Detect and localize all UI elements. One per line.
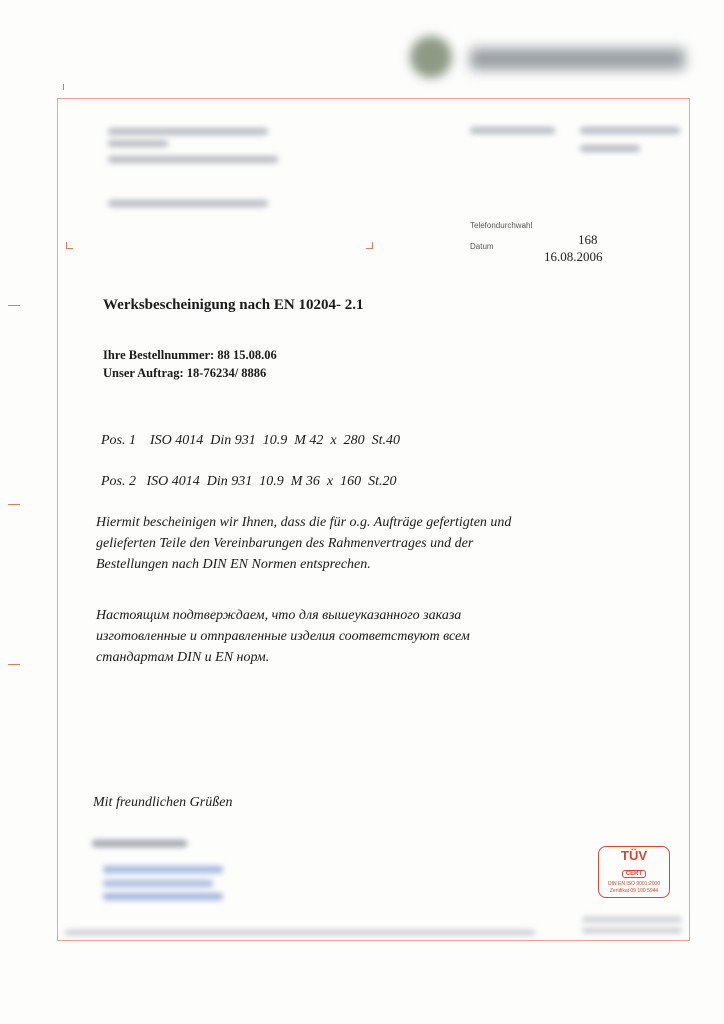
- fold-mark: [8, 504, 20, 505]
- tuv-standard: DIN EN ISO 9001:2000: [608, 881, 660, 887]
- text-line: изготовленные и отправленные изделия соответствуют всем: [96, 629, 470, 644]
- company-logo-wordmark: [470, 48, 685, 70]
- auftrag-number: Unser Auftrag: 18-76234/ 8886: [103, 366, 267, 380]
- position-line: Pos. 1 ISO 4014 Din 931 10.9 M 42 x 280 St.40: [101, 433, 401, 448]
- text-line: gelieferten Teile den Vereinbarungen des Rahmenvertrages und der: [96, 536, 474, 551]
- text-line: Настоящим подтверждаем, что для вышеуказанного заказа: [96, 608, 462, 623]
- tuv-cert-label: CERT: [622, 870, 646, 878]
- russian-paragraph: [96, 605, 470, 668]
- datum-value: 16.08.2006: [544, 249, 603, 264]
- bestellnummer: Ihre Bestellnummer: 88 15.08.06: [103, 348, 277, 362]
- company-logo-icon: [410, 36, 452, 78]
- tuv-cert-seal: [598, 846, 670, 898]
- fold-mark: [8, 664, 20, 665]
- telefon-label: Telefondurchwahl: [470, 221, 533, 230]
- fold-mark: [8, 305, 20, 306]
- telefon-value: 168: [578, 232, 598, 247]
- german-paragraph: [96, 512, 511, 575]
- tuv-certificate-number: Zertifikat 09 100 5944: [609, 888, 659, 894]
- address-window-corner: [366, 242, 373, 249]
- datum-label: Datum: [470, 242, 494, 251]
- corner-mark: [63, 84, 64, 90]
- position-line: Pos. 2 ISO 4014 Din 931 10.9 M 36 x 160 St.20: [101, 474, 397, 489]
- tuv-logo: TÜV: [621, 848, 647, 863]
- address-window-corner: [66, 242, 73, 249]
- text-line: Hiermit bescheinigen wir Ihnen, dass die für o.g. Aufträge gefertigten und: [96, 515, 512, 530]
- closing-greeting: Mit freundlichen Grüßen: [93, 795, 233, 810]
- document-title: Werksbescheinigung nach EN 10204- 2.1: [103, 297, 364, 313]
- text-line: Bestellungen nach DIN EN Normen entsprechen.: [96, 557, 371, 572]
- text-line: стандартам DIN и EN норм.: [96, 650, 270, 665]
